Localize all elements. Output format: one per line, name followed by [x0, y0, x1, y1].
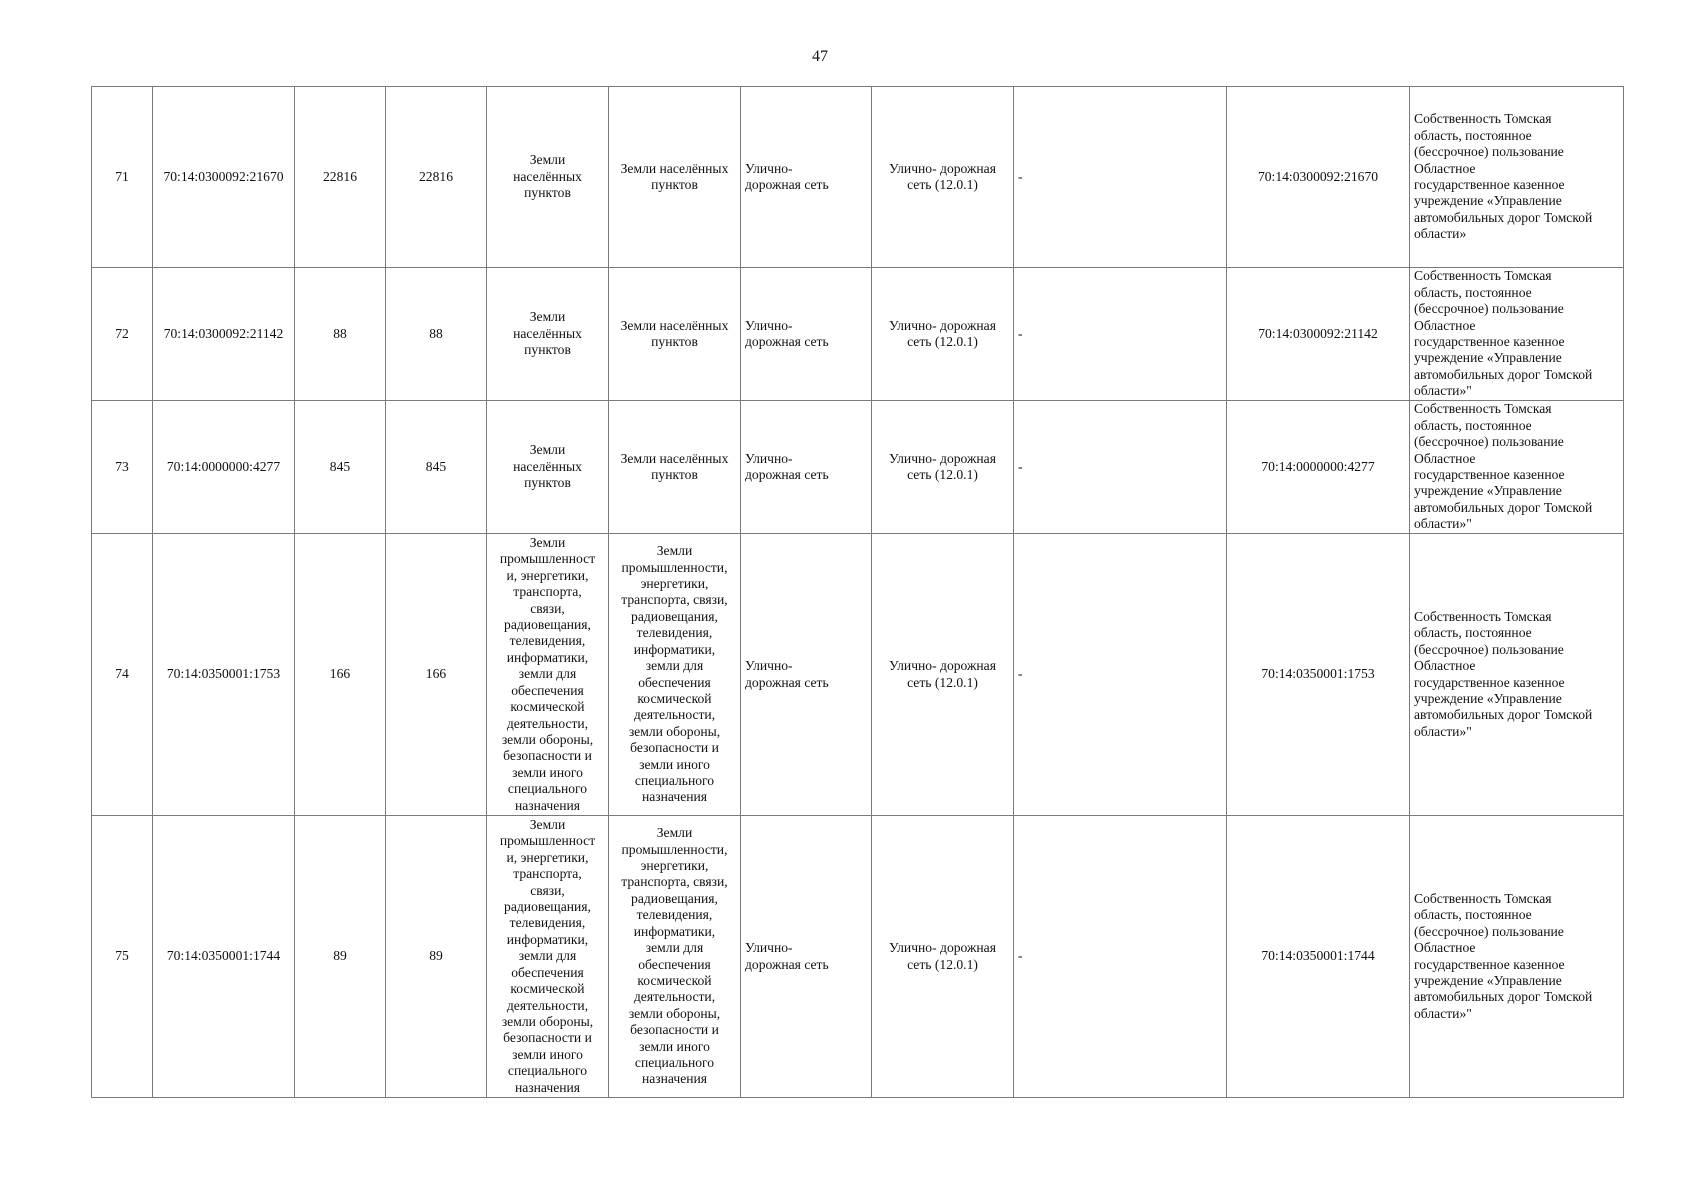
- ownership-info: Собственность Томская область, постоянное (бессрочное) пользование Областное государственное казенное учреждение «Управление автомобильных дорог Томской области»": [1410, 816, 1624, 1098]
- table-row: [92, 534, 1624, 816]
- area-value: 89: [295, 816, 386, 1098]
- table-row: [92, 87, 1624, 268]
- table-row: [92, 268, 1624, 401]
- cadastral-number: 70:14:0350001:1744: [153, 816, 295, 1098]
- land-category: Земли населённых пунктов: [487, 268, 609, 401]
- cadastral-number: 70:14:0000000:4277: [153, 401, 295, 534]
- use-type-code: Улично- дорожная сеть (12.0.1): [872, 87, 1014, 268]
- cadastral-number-2: 70:14:0000000:4277: [1227, 401, 1410, 534]
- permitted-use: Улично- дорожная сеть: [741, 87, 872, 268]
- table-row: [92, 816, 1624, 1098]
- ownership-info: Собственность Томская область, постоянное (бессрочное) пользование Областное государственное казенное учреждение «Управление автомобильных дорог Томской области»": [1410, 401, 1624, 534]
- land-category-2: Земли населённых пунктов: [609, 87, 741, 268]
- area-value: 166: [295, 534, 386, 816]
- use-type-code: Улично- дорожная сеть (12.0.1): [872, 534, 1014, 816]
- page-number: 47: [812, 48, 828, 65]
- ownership-info: Собственность Томская область, постоянное (бессрочное) пользование Областное государственное казенное учреждение «Управление автомобильных дорог Томской области»": [1410, 268, 1624, 401]
- land-category-2: Земли населённых пунктов: [609, 268, 741, 401]
- area-value: 845: [295, 401, 386, 534]
- area-value-2: 89: [386, 816, 487, 1098]
- permitted-use: Улично- дорожная сеть: [741, 401, 872, 534]
- cadastral-number-2: 70:14:0350001:1753: [1227, 534, 1410, 816]
- encumbrance: -: [1014, 401, 1227, 534]
- land-registry-table: [91, 86, 1624, 1098]
- row-number: 75: [92, 816, 153, 1098]
- area-value-2: 166: [386, 534, 487, 816]
- area-value-2: 88: [386, 268, 487, 401]
- land-category-2: Земли промышленности, энергетики, транспорта, связи, радиовещания, телевидения, информатики, земли для обеспечения космической деятельности, земли обороны, безопасности и земли иного специального назначения: [609, 816, 741, 1098]
- permitted-use: Улично- дорожная сеть: [741, 534, 872, 816]
- row-number: 73: [92, 401, 153, 534]
- area-value-2: 22816: [386, 87, 487, 268]
- ownership-info: Собственность Томская область, постоянное (бессрочное) пользование Областное государственное казенное учреждение «Управление автомобильных дорог Томской области»": [1410, 534, 1624, 816]
- cadastral-number-2: 70:14:0300092:21142: [1227, 268, 1410, 401]
- cadastral-number-2: 70:14:0300092:21670: [1227, 87, 1410, 268]
- land-category-2: Земли промышленности, энергетики, транспорта, связи, радиовещания, телевидения, информатики, земли для обеспечения космической деятельности, земли обороны, безопасности и земли иного специального назначения: [609, 534, 741, 816]
- area-value: 22816: [295, 87, 386, 268]
- encumbrance: -: [1014, 816, 1227, 1098]
- land-category-2: Земли населённых пунктов: [609, 401, 741, 534]
- area-value-2: 845: [386, 401, 487, 534]
- permitted-use: Улично- дорожная сеть: [741, 816, 872, 1098]
- use-type-code: Улично- дорожная сеть (12.0.1): [872, 816, 1014, 1098]
- land-category: Земли промышленност и, энергетики, транспорта, связи, радиовещания, телевидения, информатики, земли для обеспечения космической деятельности, земли обороны, безопасности и земли иного специального назначения: [487, 816, 609, 1098]
- encumbrance: -: [1014, 534, 1227, 816]
- encumbrance: -: [1014, 87, 1227, 268]
- table-row: [92, 401, 1624, 534]
- cadastral-number: 70:14:0350001:1753: [153, 534, 295, 816]
- row-number: 72: [92, 268, 153, 401]
- use-type-code: Улично- дорожная сеть (12.0.1): [872, 268, 1014, 401]
- cadastral-number: 70:14:0300092:21670: [153, 87, 295, 268]
- cadastral-number-2: 70:14:0350001:1744: [1227, 816, 1410, 1098]
- ownership-info: Собственность Томская область, постоянное (бессрочное) пользование Областное государственное казенное учреждение «Управление автомобильных дорог Томской области»: [1410, 87, 1624, 268]
- land-category: Земли населённых пунктов: [487, 87, 609, 268]
- permitted-use: Улично- дорожная сеть: [741, 268, 872, 401]
- land-category: Земли промышленност и, энергетики, транспорта, связи, радиовещания, телевидения, информатики, земли для обеспечения космической деятельности, земли обороны, безопасности и земли иного специального назначения: [487, 534, 609, 816]
- land-category: Земли населённых пунктов: [487, 401, 609, 534]
- use-type-code: Улично- дорожная сеть (12.0.1): [872, 401, 1014, 534]
- cadastral-number: 70:14:0300092:21142: [153, 268, 295, 401]
- row-number: 74: [92, 534, 153, 816]
- area-value: 88: [295, 268, 386, 401]
- encumbrance: -: [1014, 268, 1227, 401]
- row-number: 71: [92, 87, 153, 268]
